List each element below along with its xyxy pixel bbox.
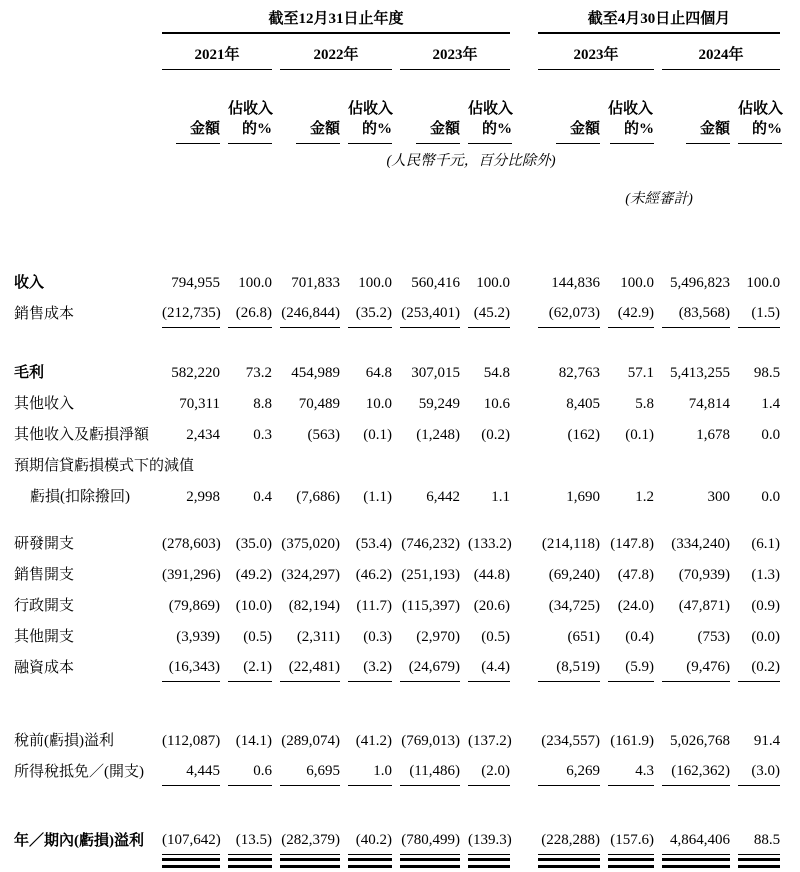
income-statement-table	[6, 4, 788, 855]
period-group-annual-label: 截至12月31日止年度	[162, 4, 510, 34]
column-gap	[518, 70, 530, 144]
row-label: 稅前(虧損)溢利	[14, 732, 114, 749]
value-cell: (0.5)	[481, 628, 511, 645]
section-spacer	[14, 328, 780, 356]
value-cell: (253,401)	[400, 297, 460, 328]
value-cell: 6,269	[538, 755, 600, 786]
value-cell: 0.0	[761, 426, 781, 443]
value-cell: (1.3)	[751, 566, 781, 583]
value-cell: (282,379)	[280, 824, 340, 855]
value-cell: (137.2)	[468, 732, 512, 749]
value-cell: (0.3)	[363, 628, 392, 645]
value-cell: 4,864,406	[662, 824, 730, 855]
value-cell: 1.0	[348, 755, 392, 786]
pct-header-2023: 佔收入 的%	[468, 70, 510, 144]
value-cell: 6,442	[426, 488, 460, 505]
value-cell: (82,194)	[288, 597, 340, 614]
value-cell: 57.1	[627, 364, 655, 381]
value-cell: 5,026,768	[670, 732, 731, 749]
value-cell: 2,434	[186, 426, 220, 443]
value-cell: (41.2)	[355, 732, 392, 749]
year-2021-label: 2021年	[162, 34, 272, 70]
value-cell: 8,405	[566, 395, 601, 412]
row-label: 行政開支	[14, 597, 75, 614]
value-cell: (1.1)	[363, 488, 392, 505]
value-cell: (139.3)	[468, 824, 510, 855]
value-cell: (53.4)	[355, 535, 392, 552]
value-cell: (746,232)	[401, 535, 460, 552]
row-label: 虧損(扣除撥回)	[30, 488, 130, 505]
value-cell: 70,311	[179, 395, 220, 412]
year-2023-interim-label: 2023年	[538, 34, 654, 70]
value-cell: (79,869)	[168, 597, 220, 614]
amount-header-2021: 金額	[162, 70, 220, 144]
value-cell: 300	[707, 488, 731, 505]
value-cell: 794,955	[171, 274, 220, 291]
pct-header-2021: 佔收入 的%	[228, 70, 272, 144]
value-cell: 10.6	[483, 395, 511, 412]
value-cell: 100.0	[476, 274, 511, 291]
period-group-four-months-label: 截至4月30日止四個月	[538, 4, 780, 34]
pct-header-2022: 佔收入 的%	[348, 70, 392, 144]
value-cell: (334,240)	[671, 535, 731, 552]
value-cell: (115,397)	[401, 597, 460, 614]
value-cell: (0.5)	[243, 628, 272, 645]
column-gap	[518, 387, 530, 418]
value-cell: (0.0)	[751, 628, 781, 645]
column-gap	[518, 589, 530, 620]
value-cell: (69,240)	[548, 566, 601, 583]
row-label: 銷售開支	[14, 566, 75, 583]
value-cell: (289,074)	[281, 732, 340, 749]
currency-note: (人民幣千元，百分比除外)	[386, 153, 556, 170]
value-cell: (147.8)	[610, 535, 655, 552]
table-row-revenue	[14, 266, 780, 297]
empty-cells	[162, 449, 780, 480]
value-cell: 98.5	[753, 364, 781, 381]
value-cell: (22,481)	[280, 651, 340, 682]
value-cell: (0.2)	[738, 651, 780, 682]
pct-header-2023-interim: 佔收入 的%	[608, 70, 654, 144]
table-row-gross-profit	[14, 356, 780, 387]
value-cell: (5.9)	[608, 651, 654, 682]
value-cell: (214,118)	[541, 535, 601, 552]
value-cell: (246,844)	[280, 297, 340, 328]
value-cell: (47,871)	[678, 597, 731, 614]
column-gap	[518, 266, 530, 297]
table-row-admin-expenses	[14, 589, 780, 620]
column-gap	[518, 527, 530, 558]
value-cell: 4,445	[162, 755, 220, 786]
value-cell: (0.9)	[751, 597, 781, 614]
value-cell: (26.8)	[228, 297, 272, 328]
value-cell: (162)	[567, 426, 601, 443]
currency-note-row	[14, 144, 780, 176]
row-label: 其他開支	[14, 628, 75, 645]
value-cell: 54.8	[483, 364, 511, 381]
year-header-row	[14, 34, 780, 70]
value-cell: (44.8)	[473, 566, 511, 583]
value-cell: (62,073)	[538, 297, 600, 328]
table-row-profit-loss-for-period	[14, 824, 780, 855]
value-cell: (651)	[567, 628, 601, 645]
amount-header-2023: 金額	[400, 70, 460, 144]
table-row-ecl-impairment-label	[14, 449, 780, 480]
year-2024-interim-label: 2024年	[662, 34, 780, 70]
table-row-rd-expenses	[14, 527, 780, 558]
value-cell: 582,220	[171, 364, 220, 381]
value-cell: (0.2)	[481, 426, 511, 443]
value-cell: (157.6)	[608, 824, 654, 855]
value-cell: 100.0	[620, 274, 655, 291]
value-cell: (2,311)	[296, 628, 340, 645]
amount-header-2023-interim: 金額	[538, 70, 600, 144]
value-cell: (35.2)	[348, 297, 392, 328]
column-gap	[518, 480, 530, 511]
value-cell: (47.8)	[617, 566, 655, 583]
value-cell: 454,989	[291, 364, 340, 381]
value-cell: (324,297)	[281, 566, 340, 583]
value-cell: (1.5)	[738, 297, 780, 328]
column-gap	[518, 356, 530, 387]
column-gap	[518, 297, 530, 328]
value-cell: (2.0)	[468, 755, 510, 786]
section-spacer	[14, 786, 780, 824]
value-cell: (9,476)	[662, 651, 730, 682]
value-cell: 70,489	[298, 395, 340, 412]
value-cell: 59,249	[418, 395, 460, 412]
value-cell: 2,998	[186, 488, 220, 505]
unaudited-note: (未經審計)	[625, 191, 693, 208]
row-label: 銷售成本	[14, 305, 75, 322]
section-spacer	[14, 682, 780, 724]
value-cell: (391,296)	[162, 566, 221, 583]
value-cell: (753)	[697, 628, 731, 645]
section-spacer	[14, 511, 780, 527]
column-gap	[518, 724, 530, 755]
value-cell: 144,836	[551, 274, 601, 291]
value-cell: 5.8	[635, 395, 655, 412]
table-body	[14, 266, 780, 855]
row-label: 融資成本	[14, 659, 75, 676]
value-cell: 1,678	[696, 426, 731, 443]
value-cell: (3.0)	[738, 755, 780, 786]
value-cell: (251,193)	[401, 566, 460, 583]
row-label: 其他收入	[14, 395, 75, 412]
value-cell: (278,603)	[162, 535, 221, 552]
value-cell: 5,413,255	[670, 364, 731, 381]
value-cell: 1.4	[761, 395, 781, 412]
column-header-row	[14, 70, 780, 144]
value-cell: (107,642)	[162, 824, 220, 855]
value-cell: (4.4)	[468, 651, 510, 682]
column-gap	[518, 824, 530, 855]
table-row-other-income	[14, 387, 780, 418]
row-label: 毛利	[14, 364, 45, 381]
value-cell: 1.2	[635, 488, 655, 505]
value-cell: (1,248)	[416, 426, 460, 443]
value-cell: 560,416	[411, 274, 460, 291]
value-cell: 307,015	[411, 364, 460, 381]
value-cell: 73.2	[245, 364, 272, 381]
period-group-header-row	[14, 4, 780, 34]
value-cell: (112,087)	[162, 732, 221, 749]
value-cell: (49.2)	[235, 566, 272, 583]
value-cell: 5,496,823	[670, 274, 731, 291]
column-gap	[518, 620, 530, 651]
column-gap	[518, 755, 530, 786]
table-row-other-gains-losses-net	[14, 418, 780, 449]
value-cell: (780,499)	[400, 824, 460, 855]
value-cell: (13.5)	[228, 824, 272, 855]
value-cell: 100.0	[746, 274, 781, 291]
value-cell: 100.0	[358, 274, 392, 291]
value-cell: (0.1)	[363, 426, 392, 443]
row-label: 收入	[14, 274, 45, 291]
amount-header-2022: 金額	[280, 70, 340, 144]
value-cell: 1.1	[491, 488, 511, 505]
value-cell: (6.1)	[751, 535, 781, 552]
value-cell: (11,486)	[400, 755, 460, 786]
table-row-other-expenses	[14, 620, 780, 651]
value-cell: 1,690	[566, 488, 601, 505]
value-cell: (234,557)	[541, 732, 601, 749]
value-cell: 0.3	[253, 426, 272, 443]
value-cell: 4.3	[608, 755, 654, 786]
value-cell: (20.6)	[473, 597, 511, 614]
value-cell: (35.0)	[235, 535, 272, 552]
value-cell: (3,939)	[176, 628, 220, 645]
value-cell: (2.1)	[228, 651, 272, 682]
value-cell: (162,362)	[662, 755, 730, 786]
value-cell: (563)	[307, 426, 340, 443]
value-cell: (40.2)	[348, 824, 392, 855]
value-cell: (2,970)	[416, 628, 460, 645]
value-cell: (83,568)	[662, 297, 730, 328]
column-gap	[518, 4, 530, 34]
row-label: 其他收入及虧損淨額	[14, 426, 150, 443]
value-cell: (70,939)	[678, 566, 731, 583]
value-cell: (11.7)	[356, 597, 392, 614]
pct-header-2024: 佔收入 的%	[738, 70, 780, 144]
year-2022-label: 2022年	[280, 34, 392, 70]
value-cell: 74,814	[688, 395, 731, 412]
value-cell: (8,519)	[538, 651, 600, 682]
value-cell: (0.4)	[625, 628, 655, 645]
table-row-cost-of-sales	[14, 297, 780, 328]
value-cell: (24.0)	[617, 597, 655, 614]
table-row-income-tax-credit-expense	[14, 755, 780, 786]
value-cell: 91.4	[753, 732, 781, 749]
value-cell: 0.6	[228, 755, 272, 786]
value-cell: 0.4	[253, 488, 272, 505]
column-gap	[518, 418, 530, 449]
amount-header-2024: 金額	[662, 70, 730, 144]
table-row-profit-loss-before-tax	[14, 724, 780, 755]
value-cell: 0.0	[761, 488, 781, 505]
table-row-finance-costs	[14, 651, 780, 682]
header-body-spacer	[14, 214, 780, 266]
value-cell: (45.2)	[468, 297, 510, 328]
value-cell: (212,735)	[162, 297, 220, 328]
value-cell: (133.2)	[468, 535, 512, 552]
value-cell: (34,725)	[548, 597, 601, 614]
value-cell: 6,695	[280, 755, 340, 786]
value-cell: (769,013)	[401, 732, 460, 749]
value-cell: 701,833	[291, 274, 340, 291]
value-cell: 8.8	[253, 395, 272, 412]
value-cell: (14.1)	[235, 732, 272, 749]
table-row-selling-expenses	[14, 558, 780, 589]
year-2023-label: 2023年	[400, 34, 510, 70]
table-row-ecl-impairment	[14, 480, 780, 511]
column-gap	[518, 558, 530, 589]
value-cell: 100.0	[238, 274, 272, 291]
value-cell: (0.1)	[625, 426, 655, 443]
value-cell: (228,288)	[538, 824, 600, 855]
row-label: 研發開支	[14, 535, 75, 552]
column-gap	[518, 651, 530, 682]
value-cell: (46.2)	[355, 566, 392, 583]
row-label: 所得稅抵免／(開支)	[14, 763, 144, 780]
value-cell: (3.2)	[348, 651, 392, 682]
value-cell: (10.0)	[235, 597, 272, 614]
row-label: 年／期內(虧損)溢利	[14, 832, 144, 849]
value-cell: 10.0	[365, 395, 392, 412]
value-cell: (375,020)	[281, 535, 340, 552]
value-cell: (7,686)	[296, 488, 340, 505]
unaudited-note-row	[14, 176, 780, 214]
value-cell: (161.9)	[610, 732, 655, 749]
value-cell: 88.5	[738, 824, 780, 855]
value-cell: (42.9)	[608, 297, 654, 328]
row-label: 預期信貸虧損模式下的減值	[14, 457, 195, 474]
value-cell: 82,763	[558, 364, 601, 381]
value-cell: (16,343)	[162, 651, 220, 682]
value-cell: 64.8	[365, 364, 392, 381]
column-gap	[518, 34, 530, 70]
value-cell: (24,679)	[400, 651, 460, 682]
